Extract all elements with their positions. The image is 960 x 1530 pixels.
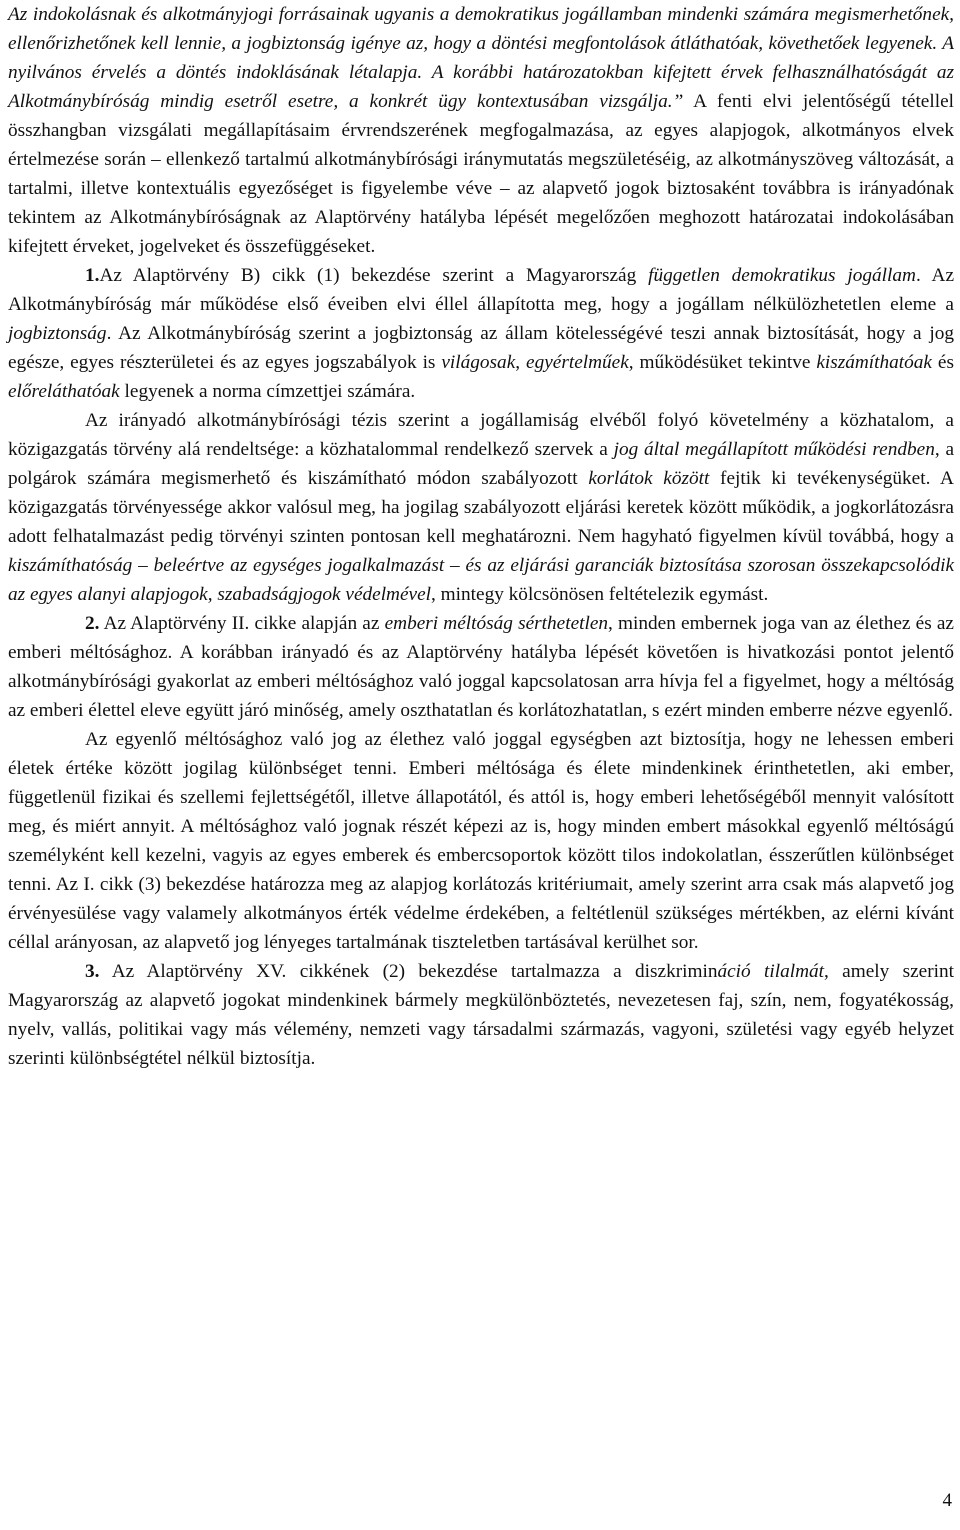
- italic-text: áció tilalmát: [717, 961, 824, 982]
- page-number: 4: [942, 1490, 952, 1511]
- text-run: Az Alaptörvény II. cikke alapján az: [99, 613, 385, 634]
- text-run: és: [932, 352, 954, 373]
- section-number: 3.: [85, 961, 100, 982]
- text-run: Az Alaptörvény B) cikk (1) bekezdése szerint a Magyarország: [99, 265, 649, 286]
- text-run: Az Alaptörvény XV. cikkének (2) bekezdése tartalmazza a diszkrimin: [99, 961, 718, 982]
- text-run: fejtik ki tevékenységüket. A közigazgatás törvényessége akkor valósul meg, ha jogilag szabályozott eljárási keretek között működik, a jogkorlátozásra adott felhatalmazást pedig törvényi szinten pontosan kell meghatározni. Nem hagyható figyelmen kívül továbbá, hogy a: [8, 468, 954, 547]
- text-run: Az irányadó alkotmánybírósági tézis szerint a jogállamiság elvéből folyó követelmény a közhatalom, a közigazgatás törvény alá rendeltsége: a közhatalommal rendelkező szervek a: [8, 410, 954, 460]
- text-run: . Az Alkotmánybíróság szerint a jogbiztonság az állam kötelességévé teszi annak biztosítását, hogy a jog egésze, egyes részterületei és az egyes jogszabályok is: [8, 323, 954, 373]
- text-run: , mintegy kölcsönösen feltételezik egymást.: [431, 584, 769, 605]
- text-run: A fenti elvi jelentőségű tétellel összhangban vizsgálati megállapításaim érvrendszerének megfogalmazása, az egyes alapjogok, alkotmányos elvek értelmezése során – ellenkező tartalmú alkotmánybírósági iránymutatás megszületéséig, az alkotmányszöveg változását, a tartalmi, illetve kontextuális egyezőséget is figyelembe véve – az alapvető jogok biztosaként továbbra is irányadónak tekintem az Alkotmánybíróságnak az Alaptörvény hatályba lépését megelőzően meghozott határozatai indokolásában kifejtett érveket, jogelveket és összefüggéseket.: [8, 91, 954, 257]
- paragraph: [8, 725, 954, 957]
- paragraph: [8, 957, 954, 1073]
- text-run: Az egyenlő méltósághoz való jog az élethez való joggal egységben azt biztosítja, hogy ne lehessen emberi életek értéke között jogilag különbséget tenni. Emberi méltósága és élete mindenkinek érinthetetlen, aki ember, függetlenül fizikai és szellemi fejlettségétől, illetve állapotától, és attól is, hogy emberi lehetőségéből mennyit valósított meg, és miért annyit. A méltósághoz való jognak részét képezi az is, hogy minden embert másokkal egyenlő méltóságú személyként kell kezelni, vagyis az egyes emberek és embercsoportok között tilos indokolatlan, ésszerűtlen különbséget tenni. Az I. cikk (3) bekezdése határozza meg az alapjog korlátozás kritériumait, amely szerint arra csak más alapvető jog érvényesülése vagy valamely alkotmányos érték védelme érdekében, a feltétlenül szükséges mértékben, az elérni kívánt céllal arányosan, az alapvető jog lényeges tartalmának tiszteletben tartásával kerülhet sor.: [8, 729, 954, 953]
- section-number: 1.: [85, 265, 100, 286]
- italic-text: világosak: [441, 352, 516, 373]
- italic-text: emberi méltóság sérthetetlen: [384, 613, 609, 634]
- italic-text: Az indokolásnak és alkotmányjogi forrásainak ugyanis a demokratikus jogállamban mindenki számára megismerhetőnek, ellenőrizhetőnek kell lennie, a jogbiztonság igénye az, hogy a döntési megfontolások átláthatóak, követhetőek legyenek. A nyilvános érvelés a döntés indoklásának létalapja. A korábbi határozatokban kifejtett érvek felhasználhatóságát az Alkotmánybíróság mindig esetről esetre, a konkrét ügy kontextusában vizsgálja.”: [8, 4, 954, 112]
- paragraph: [8, 609, 954, 725]
- text-run: , a polgárok számára megismerhető és kiszámítható módon szabályozott: [8, 439, 955, 489]
- text-run: , működésüket tekintve: [628, 352, 817, 373]
- document-body: [8, 0, 954, 1073]
- text-run: legyenek a norma címzettjei számára.: [119, 381, 416, 402]
- italic-text: előreláthatóak: [8, 381, 120, 402]
- paragraph: [8, 261, 954, 406]
- text-run: , minden embernek joga van az élethez és az emberi méltósághoz. A korábban irányadó és az Alaptörvény hatályba lépését követően is hivatkozási pontot jelentő alkotmánybírósági gyakorlat az emberi méltósághoz való joggal kapcsolatosan arra hívja fel a figyelmet, hogy a méltóság az emberi élettel eleve együtt járó minőség, amely oszthatatlan és korlátozhatatlan, s ezért minden emberre nézve egyenlő.: [8, 613, 954, 721]
- italic-text: korlátok között: [588, 468, 710, 489]
- text-run: ,: [515, 352, 527, 373]
- paragraph: [8, 0, 954, 261]
- text-run: , amely szerint Magyarország az alapvető jogokat mindenkinek bármely megkülönböztetés, nevezetesen faj, szín, nem, fogyatékosság, nyelv, vallás, politikai vagy más vélemény, nemzeti vagy társadalmi származás, vagyoni, születési vagy egyéb helyzet szerinti különbségtétel nélkül biztosítja.: [8, 961, 954, 1069]
- italic-text: jog által megállapított működési rendben: [613, 439, 935, 460]
- italic-text: egyértelműek: [526, 352, 629, 373]
- section-number: 2.: [85, 613, 100, 634]
- text-run: . Az Alkotmánybíróság már működése első éveiben elvi éllel állapította meg, hogy a jogállam nélkülözhetetlen eleme a: [8, 265, 954, 315]
- italic-text: kiszámíthatóság – beleértve az egységes jogalkalmazást – és az eljárási garanciák biztosítása szorosan összekapcsolódik az egyes alanyi alapjogok, szabadságjogok védelmével: [8, 555, 954, 605]
- italic-text: független demokratikus jogállam: [648, 265, 916, 286]
- paragraph: [8, 406, 954, 609]
- italic-text: jogbiztonság: [8, 323, 107, 344]
- italic-text: kiszámíthatóak: [816, 352, 932, 373]
